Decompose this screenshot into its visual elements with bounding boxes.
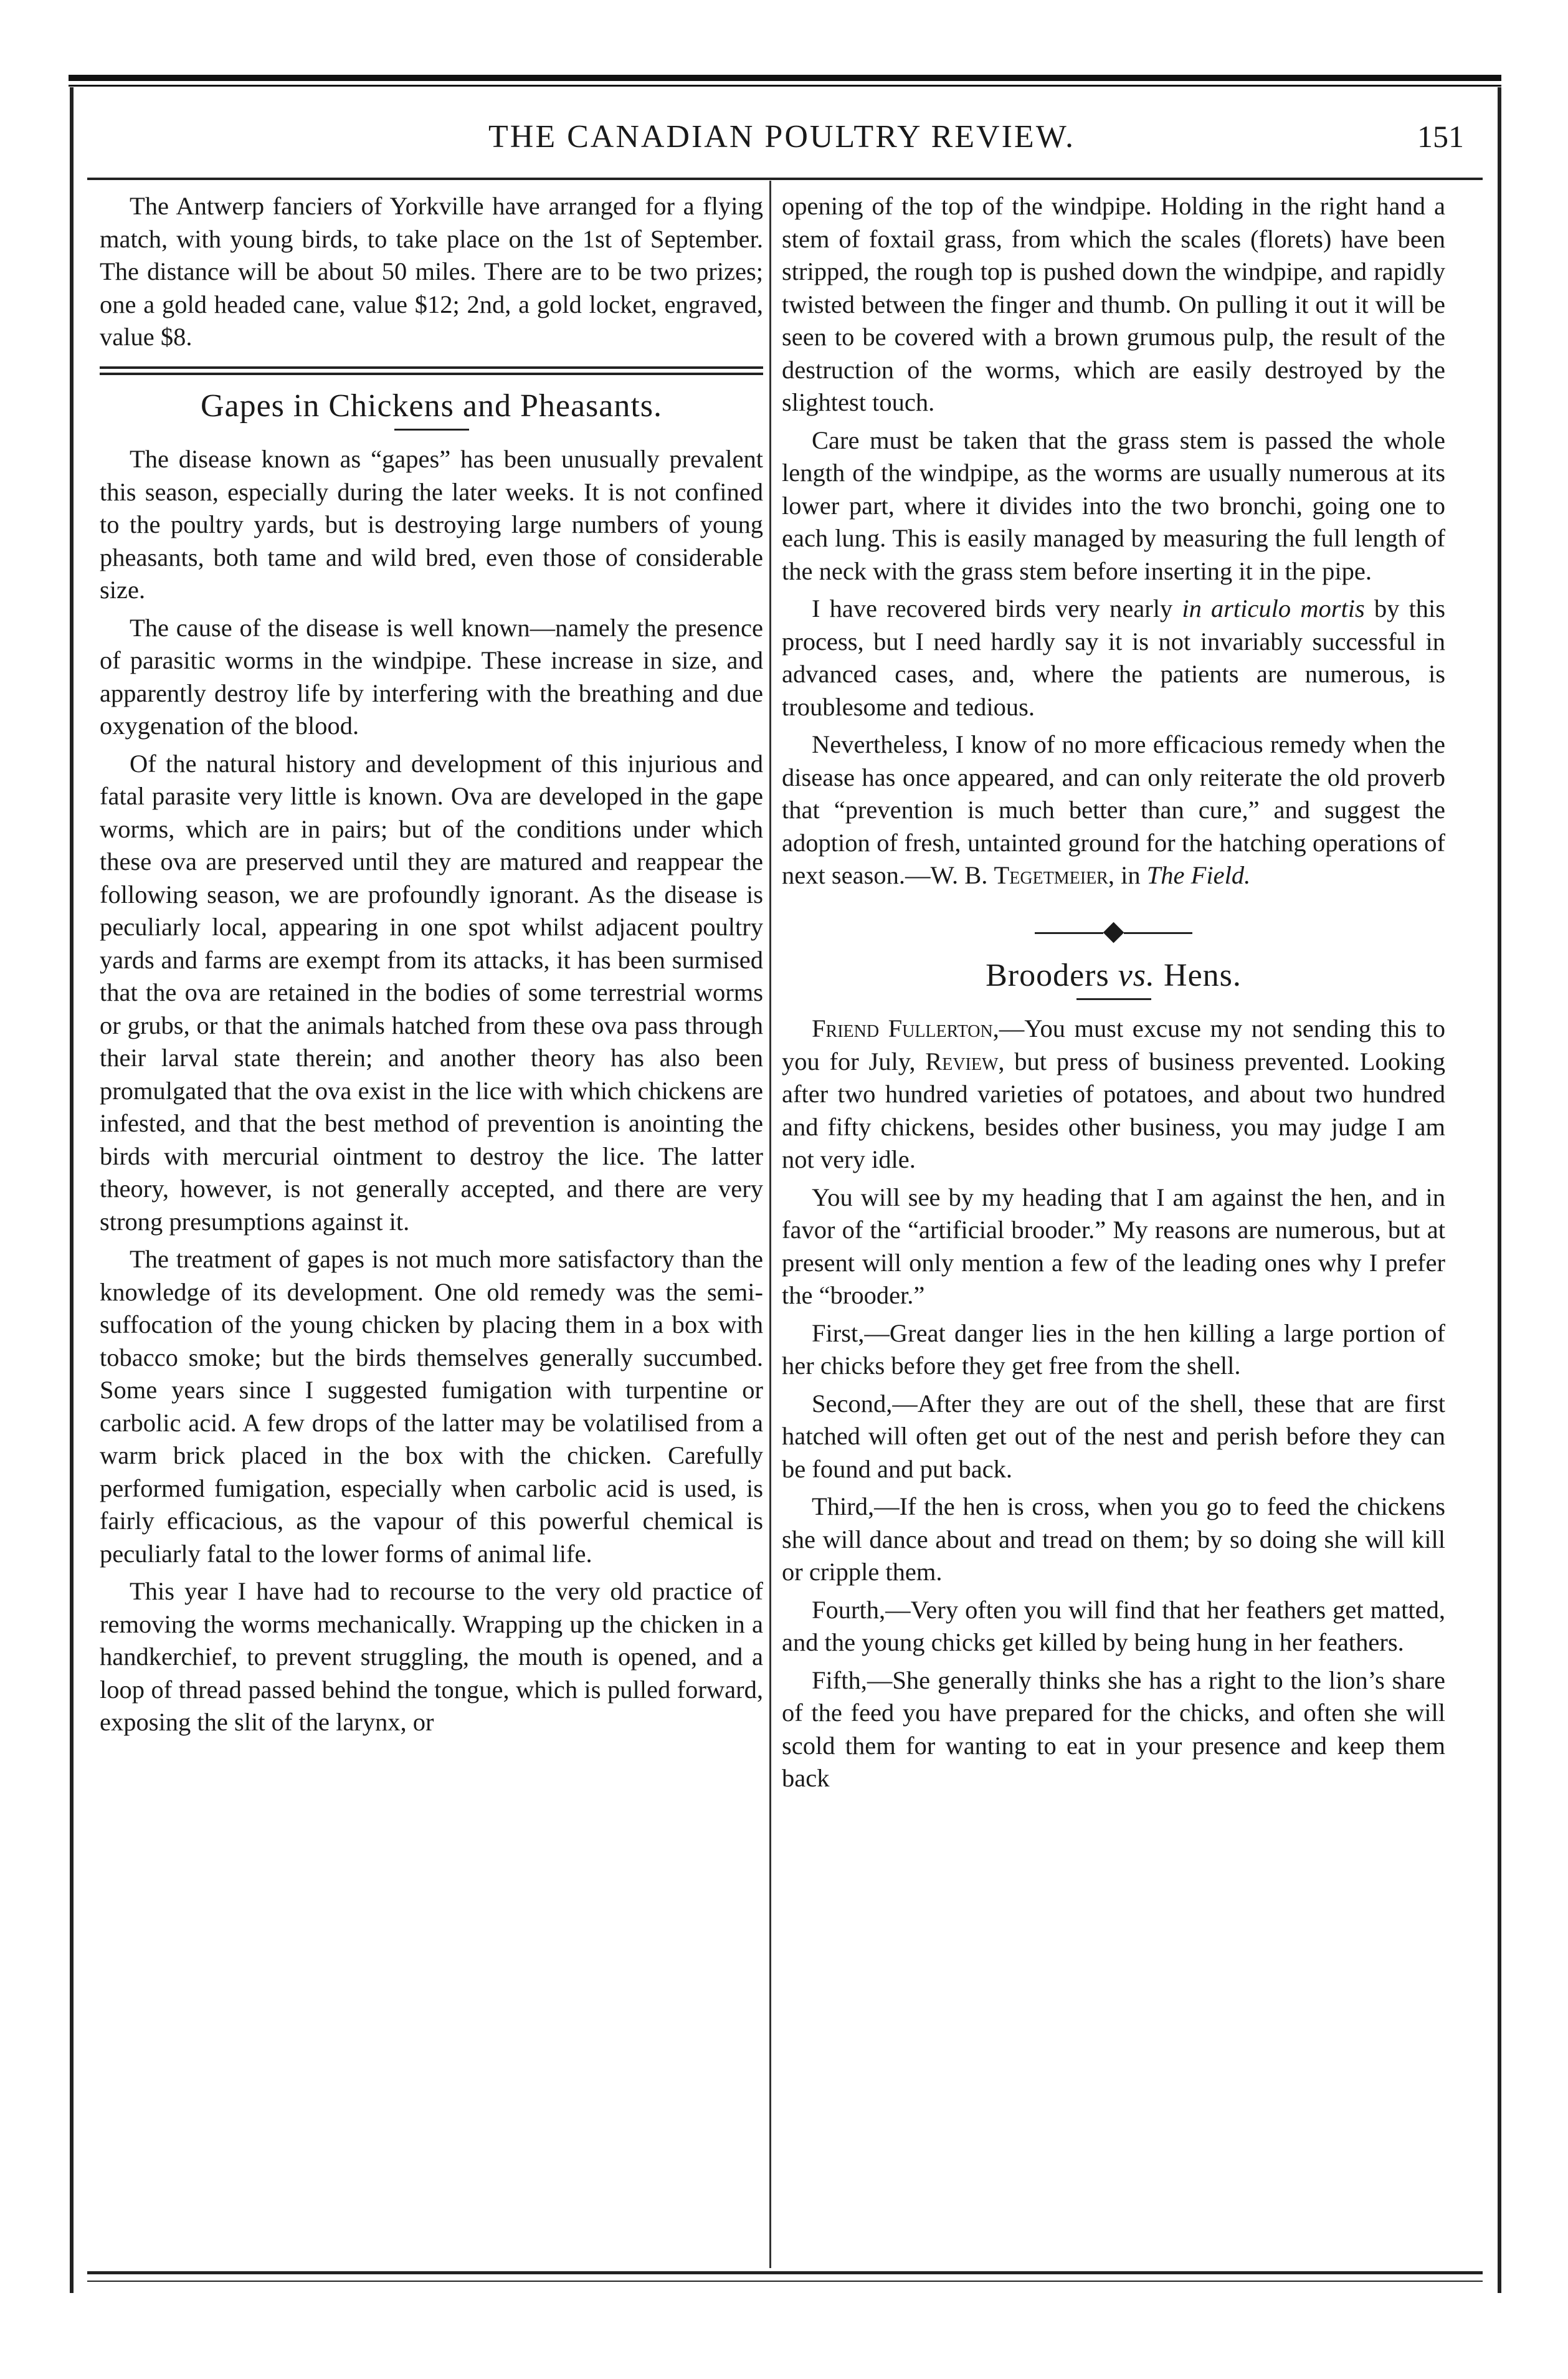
brooders-paragraph: Second,—After they are out of the shell, these that are first hatched will often get out of the nest and perish before they can be found and put back. [782,1389,1445,1483]
top-rule-thin [69,85,1501,87]
gapes-paragraph: The treatment of gapes is not much more satisfactory than the knowledge of its development. One old remedy was the semi-suffocation of the young chicken by placing them in a box with tobacco smoke; but the birds themselves generally succumbed. Some years since I suggested fumigation with turpentine or carbolic acid. A few drops of the latter may be volatilised from a warm brick placed in the box with the chicken. Carefully performed fumigation, especially when carbolic acid is used, is fairly efficacious, as the vapour of this powerful chemical is peculiarly fatal to the lower forms of animal life. [100,1245,763,1568]
text-run: Nevertheless, I know of no more efficacious remedy when the disease has once appeared, and can only reiterate the old proverb that “prevention is much better than cure,” and suggest the adoption of fresh, untainted ground for the hatching operations of next season.—W. B. [782,730,1445,889]
gapes-paragraph: This year I have had to recourse to the very old practice of removing the worms mechanically. Wrapping up the chicken in a handkerchief, to prevent struggling, the mouth is opened, and a loop of thread passed behind the tongue, which is pulled forward, exposing the slit of the larynx, or [100,1577,763,1736]
text-run: in [1114,861,1147,889]
gapes-paragraph: The cause of the disease is well known—namely the presence of parasitic worms in the windpipe. These increase in size, and apparently destroy life by interfering with the breathing and due oxygenation of the blood. [100,613,763,740]
text-run: vs. [1118,957,1156,993]
section-separator [100,366,763,375]
header-rule [87,178,1483,180]
latin-phrase: in articulo mortis [1182,594,1365,622]
brooders-article-title [782,957,1445,993]
source-title: The Field. [1146,861,1251,889]
running-title: THE CANADIAN POULTRY REVIEW. [488,119,1075,155]
brooders-paragraph: Fifth,—She generally thinks she has a right to the lion’s share of the feed you have prepared for the chicks, and often she will scold them for wanting to eat in your presence and keep them back [782,1666,1445,1792]
text-run: —You must excuse my not sending this to you for July, [782,1014,1445,1075]
gapes-paragraph: opening of the top of the windpipe. Holding in the right hand a stem of foxtail grass, from which the scales (florets) have been stripped, the rough top is pushed down the windpipe, and rapidly twisted between the finger and thumb. On pulling it out it will be seen to be covered with a brown grumous pulp, the result of the destruction of the worms, which are easily destroyed by the slightest touch. [782,192,1445,416]
brooders-paragraph: Fourth,—Very often you will find that her feathers get matted, and the young chicks get killed by being hung in her feathers. [782,1595,1445,1656]
ornament-line [1035,932,1103,934]
text-run: Brooders [986,957,1118,993]
brooders-paragraph [782,1013,1445,1176]
title-rule [394,429,469,431]
left-column [100,190,763,1744]
salutation: Friend Fullerton, [812,1014,999,1042]
section-ornament: ◆ [782,917,1445,945]
gapes-paragraph [782,728,1445,892]
author-name: Tegetmeier, [994,861,1114,889]
gapes-paragraph [782,593,1445,723]
text-run: by this process, but I need hardly say it is not invariably successful in advanced cases, and, where the patients are numerous, is troublesome and tedious. [782,594,1445,721]
brooders-paragraph: First,—Great danger lies in the hen killing a large portion of her chicks before they get free from the shell. [782,1318,1445,1380]
column-divider [769,181,771,2268]
gapes-paragraph: Of the natural history and development of this injurious and fatal parasite very little is known. Ova are developed in the gape worms, which are in pairs; but of the conditions under which these ova are preserved until they are matured and reappear the following season, we are profoundly ignorant. As the disease is peculiarly local, appearing in one spot whilst adjacent poultry yards and farms are exempt from its attacks, it has been surmised that the ova are retained in the bodies of some terrestrial worms or grubs, or that the animals hatched from these ova pass through their larval state therein; and another theory has also been promulgated that the ova exist in the lice with which chickens are infested, and that the best method of prevention is anointing the birds with mercurial ointment to destroy the lice. The latter theory, however, is not generally accepted, and there are very strong presumptions against it. [100,749,763,1236]
gapes-paragraph: Care must be taken that the grass stem is passed the whole length of the windpipe, as the worms are usually numerous at its lower part, where it divides into the two bronchi, going one to each lung. This is easily managed by measuring the full length of the neck with the grass stem before inserting it in the pipe. [782,426,1445,585]
right-column [782,190,1445,1800]
page-header [87,112,1476,162]
page-frame-right [1498,87,1501,2293]
text-run: Hens. [1155,957,1242,993]
page-frame-left [70,87,74,2293]
antwerp-notice: The Antwerp fanciers of Yorkville have arranged for a flying match, with young birds, to take place on the 1st of September. The distance will be about 50 miles. There are to be two prizes; one a gold headed cane, value $12; 2nd, a gold locket, engraved, value $8. [100,192,763,351]
brooders-paragraph: You will see by my heading that I am against the hen, and in favor of the “artificial brooder.” My reasons are numerous, but at present will only mention a few of the leading ones why I prefer the “brooder.” [782,1183,1445,1309]
brooders-paragraph: Third,—If the hen is cross, when you go to feed the chickens she will dance about and tread on them; by so doing she will kill or cripple them. [782,1492,1445,1586]
gapes-paragraph: The disease known as “gapes” has been unusually prevalent this season, especially during the later weeks. It is not confined to the poultry yards, but is destroying large numbers of young pheasants, both tame and wild bred, even those of considerable size. [100,445,763,604]
text-run: but press of business prevented. Looking after two hundred varieties of potatoes, and about two hundred and fifty chickens, besides other business, you may judge I am not very idle. [782,1047,1445,1173]
text-run: Review, [925,1047,1005,1075]
ornament-line [1124,932,1192,934]
text-run: I have recovered birds very nearly [812,594,1182,622]
gapes-article-title: Gapes in Chickens and Pheasants. [200,388,663,424]
title-rule [1076,998,1151,1000]
top-rule [69,75,1501,81]
page-number: 151 [1417,119,1464,154]
bottom-rule [87,2271,1483,2274]
bottom-rule-thin [87,2281,1483,2282]
